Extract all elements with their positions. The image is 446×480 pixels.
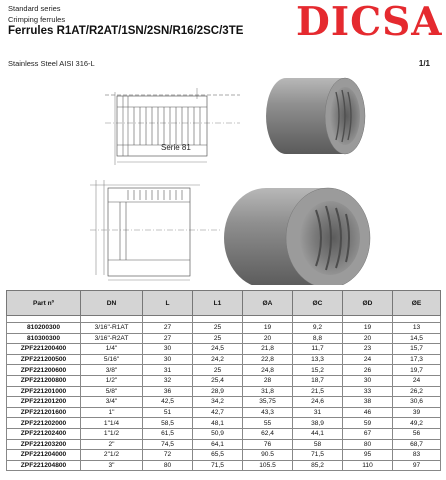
table-cell: 56	[393, 428, 441, 439]
part-number-cell: ZPF221204000	[7, 450, 81, 461]
table-cell: 3"	[81, 460, 143, 471]
table-cell: 27	[143, 323, 193, 334]
table-cell: 19	[243, 323, 293, 334]
table-cell: 38,9	[293, 418, 343, 429]
table-cell: 13,3	[293, 354, 343, 365]
table-cell: 15,2	[293, 365, 343, 376]
part-number-cell: ZPF221200600	[7, 365, 81, 376]
table-row	[7, 428, 441, 439]
table-cell: 76	[243, 439, 293, 450]
table-cell: 24,2	[193, 354, 243, 365]
page-number: 1/1	[418, 59, 430, 68]
table-row	[7, 386, 441, 397]
part-number-cell: ZPF221201200	[7, 397, 81, 408]
section-drawing-top	[105, 88, 240, 165]
table-cell: 30	[143, 354, 193, 365]
table-cell: 105.5	[243, 460, 293, 471]
table-cell: 18,7	[293, 375, 343, 386]
table-row	[7, 333, 441, 344]
table-cell: 58,5	[143, 418, 193, 429]
table-cell: 39	[393, 407, 441, 418]
table-cell: 21,8	[243, 344, 293, 355]
table-cell: 64,1	[193, 439, 243, 450]
table-cell: 25	[193, 323, 243, 334]
column-header: L1	[193, 291, 243, 316]
table-cell: 8,8	[293, 333, 343, 344]
table-cell: 1"1/2	[81, 428, 143, 439]
table-header-row	[7, 291, 441, 316]
table-cell: 71,5	[193, 460, 243, 471]
table-cell: 31	[143, 365, 193, 376]
table-row	[7, 365, 441, 376]
part-number-cell: ZPF221200800	[7, 375, 81, 386]
table-cell: 74,5	[143, 439, 193, 450]
table-cell: 80	[343, 439, 393, 450]
table-row	[7, 418, 441, 429]
table-cell: 27	[143, 333, 193, 344]
table-cell: 19,7	[393, 365, 441, 376]
table-cell: 24,5	[193, 344, 243, 355]
material-label: Stainless Steel AISI 316-L	[8, 59, 95, 68]
table-cell: 1/4"	[81, 344, 143, 355]
table-cell: 21,5	[293, 386, 343, 397]
column-header: Part nº	[7, 291, 81, 316]
section-drawing-bottom	[90, 180, 220, 280]
table-cell: 11,7	[293, 344, 343, 355]
table-cell: 58	[293, 439, 343, 450]
table-cell: 65,5	[193, 450, 243, 461]
table-cell: 17,3	[393, 354, 441, 365]
table-cell: 31	[293, 407, 343, 418]
dimensions-table	[6, 290, 441, 471]
table-cell: 34,2	[193, 397, 243, 408]
table-cell: 5/8"	[81, 386, 143, 397]
table-cell: 28	[243, 375, 293, 386]
table-cell: 110	[343, 460, 393, 471]
table-cell: 24,8	[243, 365, 293, 376]
table-row	[7, 407, 441, 418]
table-cell: 42,7	[193, 407, 243, 418]
table-cell: 25	[193, 333, 243, 344]
table-cell: 20	[343, 333, 393, 344]
table-row	[7, 397, 441, 408]
column-header: ØC	[293, 291, 343, 316]
table-cell: 3/4"	[81, 397, 143, 408]
table-cell: 50,9	[193, 428, 243, 439]
table-cell: 1"1/4	[81, 418, 143, 429]
table-cell: 44,1	[293, 428, 343, 439]
table-cell: 71,5	[293, 450, 343, 461]
table-cell: 22,8	[243, 354, 293, 365]
table-cell: 95	[343, 450, 393, 461]
table-cell: 3/16"-R1AT	[81, 323, 143, 334]
table-cell: 15,7	[393, 344, 441, 355]
table-cell: 1/2"	[81, 375, 143, 386]
table-cell: 97	[393, 460, 441, 471]
table-cell: 51	[143, 407, 193, 418]
table-cell: 3/16"-R2AT	[81, 333, 143, 344]
part-number-cell: ZPF221202000	[7, 418, 81, 429]
part-number-cell: ZPF221201600	[7, 407, 81, 418]
series-drawing-label: Serie 81	[161, 143, 191, 152]
table-cell: 13	[393, 323, 441, 334]
ferrule-render-small	[266, 78, 365, 154]
table-cell: 14,5	[393, 333, 441, 344]
table-cell: 30	[343, 375, 393, 386]
table-cell: 38	[343, 397, 393, 408]
table-cell: 62,4	[243, 428, 293, 439]
table-cell: 68,7	[393, 439, 441, 450]
table-cell: 48,1	[193, 418, 243, 429]
column-header: DN	[81, 291, 143, 316]
table-cell: 24	[393, 375, 441, 386]
part-number-cell: 810200300	[7, 323, 81, 334]
table-cell: 23	[343, 344, 393, 355]
table-cell: 25,4	[193, 375, 243, 386]
table-cell: 43,3	[243, 407, 293, 418]
table-cell: 1"	[81, 407, 143, 418]
table-cell: 42,5	[143, 397, 193, 408]
table-cell: 26,2	[393, 386, 441, 397]
table-cell: 35,75	[243, 397, 293, 408]
table-spacer-row	[7, 316, 441, 323]
table-cell: 80	[143, 460, 193, 471]
column-header: ØE	[393, 291, 441, 316]
table-cell: 67	[343, 428, 393, 439]
table-cell: 9,2	[293, 323, 343, 334]
part-number-cell: 810300300	[7, 333, 81, 344]
subtitle: Crimping ferrules	[8, 15, 66, 24]
table-cell: 26	[343, 365, 393, 376]
table-cell: 55	[243, 418, 293, 429]
table-cell: 85,2	[293, 460, 343, 471]
part-number-cell: ZPF221204800	[7, 460, 81, 471]
table-cell: 90.5	[243, 450, 293, 461]
page-title: Ferrules R1AT/R2AT/1SN/2SN/R16/2SC/3TE	[8, 25, 244, 37]
brand-logo: DICSA	[296, 0, 443, 45]
table-cell: 20	[243, 333, 293, 344]
table-cell: 2"	[81, 439, 143, 450]
part-number-cell: ZPF221200500	[7, 354, 81, 365]
table-cell: 30,6	[393, 397, 441, 408]
ferrule-render-large	[224, 188, 370, 285]
table-cell: 61,5	[143, 428, 193, 439]
column-header: ØA	[243, 291, 293, 316]
column-header: L	[143, 291, 193, 316]
part-number-cell: ZPF221201000	[7, 386, 81, 397]
part-number-cell: ZPF221203200	[7, 439, 81, 450]
table-row	[7, 344, 441, 355]
table-cell: 32	[143, 375, 193, 386]
part-number-cell: ZPF221200400	[7, 344, 81, 355]
table-row	[7, 375, 441, 386]
table-row	[7, 323, 441, 334]
table-cell: 24	[343, 354, 393, 365]
technical-drawings	[0, 70, 446, 285]
table-row	[7, 439, 441, 450]
table-cell: 5/16"	[81, 354, 143, 365]
column-header: ØD	[343, 291, 393, 316]
table-cell: 24,6	[293, 397, 343, 408]
part-number-cell: ZPF221202400	[7, 428, 81, 439]
table-row	[7, 354, 441, 365]
table-cell: 2"1/2	[81, 450, 143, 461]
series-label: Standard series	[8, 4, 61, 13]
table-cell: 28,9	[193, 386, 243, 397]
table-cell: 33	[343, 386, 393, 397]
table-cell: 19	[343, 323, 393, 334]
table-cell: 83	[393, 450, 441, 461]
table-cell: 49,2	[393, 418, 441, 429]
table-row	[7, 450, 441, 461]
table-cell: 3/8"	[81, 365, 143, 376]
table-cell: 30	[143, 344, 193, 355]
table-cell: 25	[193, 365, 243, 376]
table-cell: 59	[343, 418, 393, 429]
table-cell: 46	[343, 407, 393, 418]
table-cell: 72	[143, 450, 193, 461]
table-cell: 36	[143, 386, 193, 397]
table-cell: 31,8	[243, 386, 293, 397]
table-row	[7, 460, 441, 471]
